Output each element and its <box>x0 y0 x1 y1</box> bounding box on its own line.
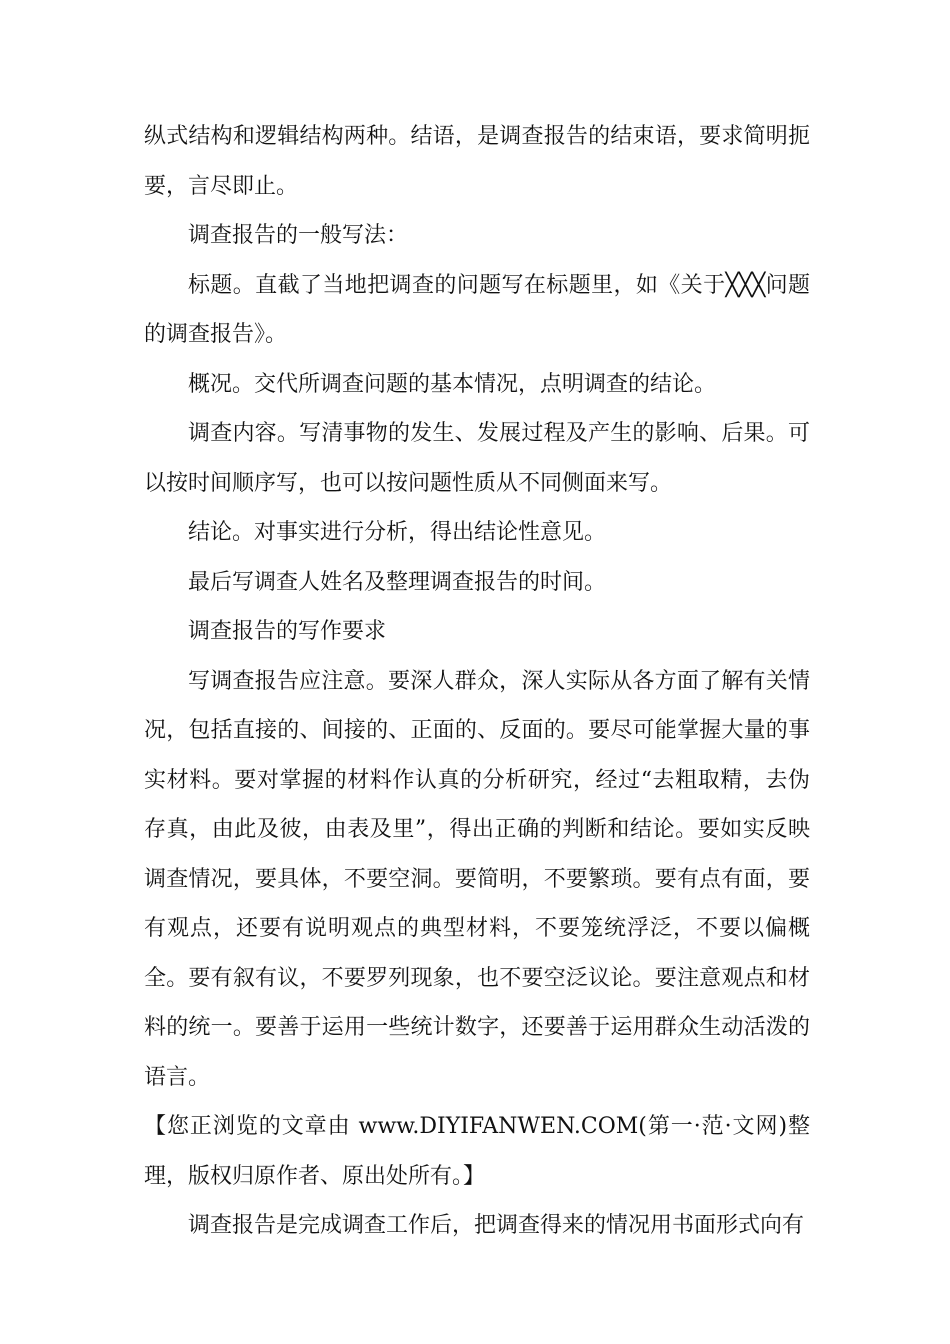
paragraph-requirements-body: 写调查报告应注意。要深人群众，深人实际从各方面了解有关情况，包括直接的、间接的、正面的、反面的。要尽可能掌握大量的事实材料。要对掌握的材料作认真的分析研究，经过“去粗取精，去伪存真，由此及彼，由表及里”，得出正确的判断和结论。要如实反映调查情况，要具体，不要空洞。要简明，不要繁琐。要有点有面，要有观点，还要有说明观点的典型材料，不要笼统浮泛，不要以偏概全。要有叙有议，不要罗列现象，也不要空泛议论。要注意观点和材料的统一。要善于运用一些统计数字，还要善于运用群众生动活泼的语言。 <box>144 668 810 1090</box>
paragraph-requirements-heading: 调查报告的写作要求 <box>188 619 387 644</box>
paragraph-title: 标题。直截了当地把调查的问题写在标题里，如《关于╳╳╳问题的调查报告》。 <box>144 272 810 347</box>
paragraph-survey-content: 调查内容。写清事物的发生、发展过程及产生的影响、后果。可以按时间顺序写，也可以按问题性质从不同侧面来写。 <box>144 421 810 496</box>
paragraph-definition: 调查报告是完成调查工作后，把调查得来的情况用书面形式向有 <box>188 1213 805 1238</box>
paragraph-copyright-notice: 【您正浏览的文章由 www.DIYIFANWEN.COM(第一·范·文网)整理，版权归原作者、原出处所有。】 <box>144 1114 810 1189</box>
paragraph-general-method-heading: 调查报告的一般写法： <box>188 223 409 248</box>
document-body <box>144 112 810 1251</box>
paragraph-signature-note: 最后写调查人姓名及整理调查报告的时间。 <box>188 569 607 595</box>
paragraph-structure-conclusion: 纵式结构和逻辑结构两种。结语，是调查报告的结束语，要求简明扼要，言尽即止。 <box>144 124 810 199</box>
paragraph-conclusion: 结论。对事实进行分析，得出结论性意见。 <box>188 520 607 545</box>
paragraph-overview: 概况。交代所调查问题的基本情况，点明调查的结论。 <box>188 371 717 397</box>
